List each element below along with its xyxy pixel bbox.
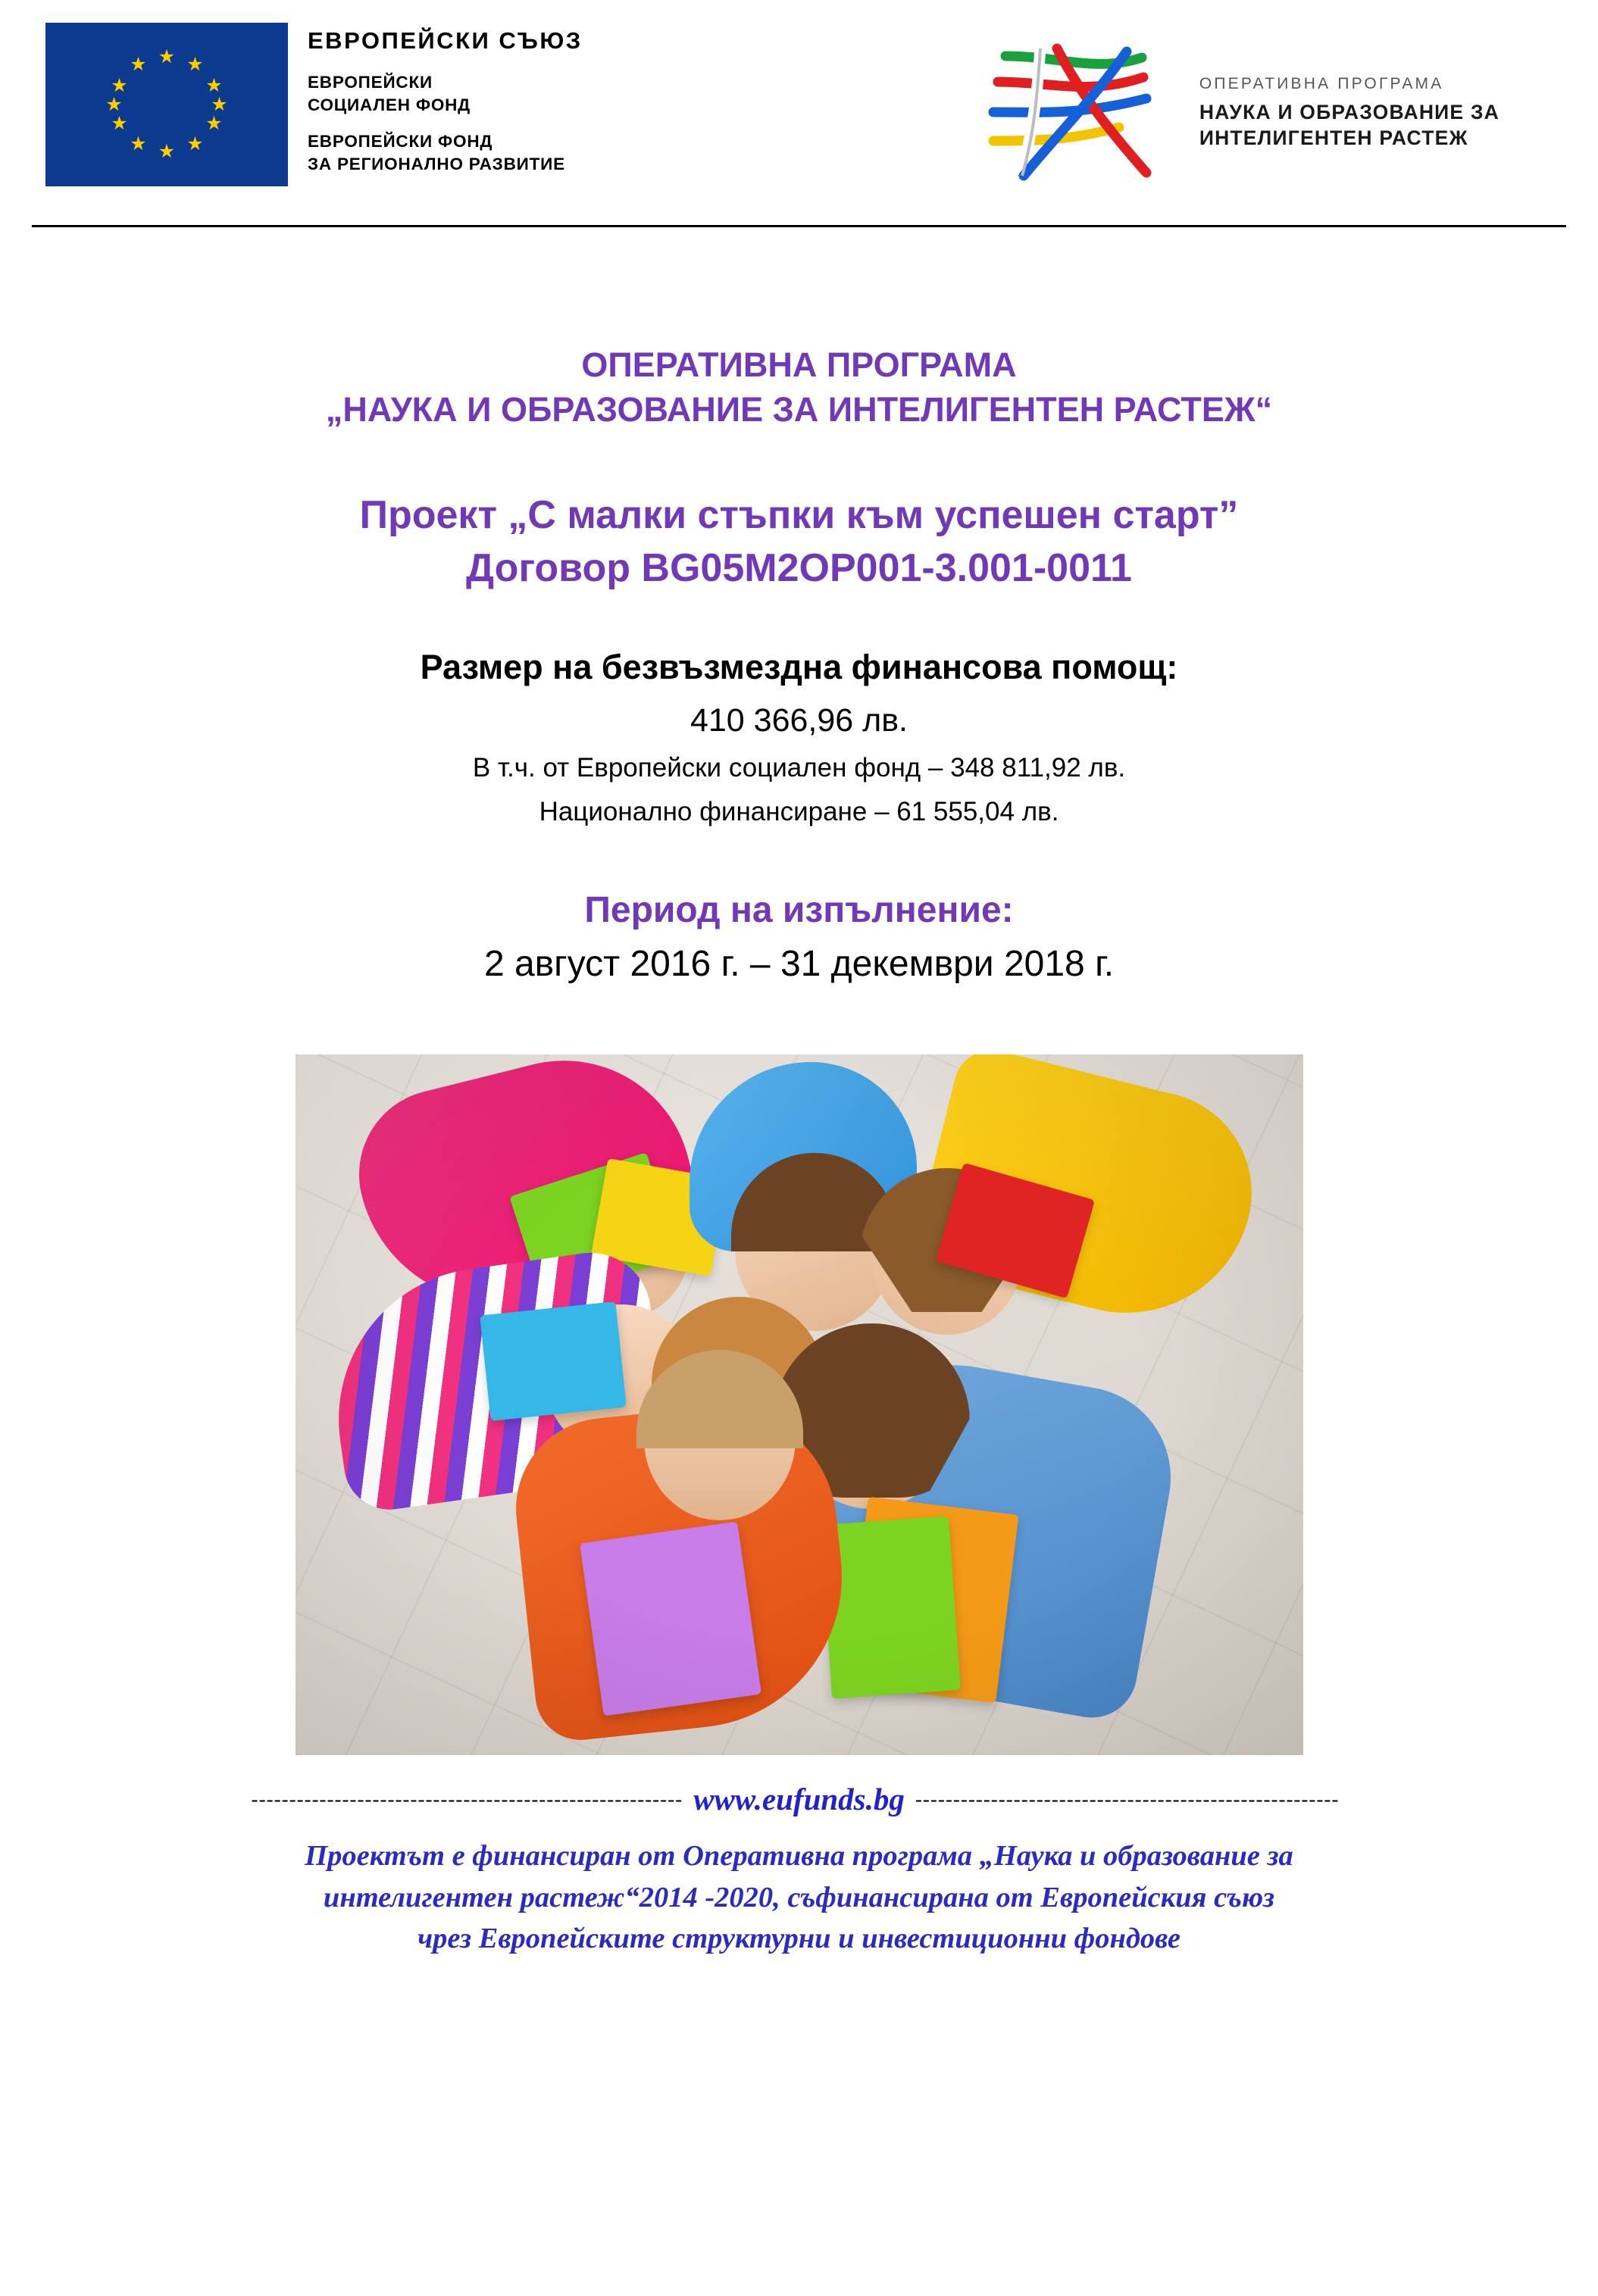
eu-star-icon: ★	[111, 112, 128, 134]
document-header	[0, 0, 1598, 227]
eu-erdf-line2: ЗА РЕГИОНАЛНО РАЗВИТИЕ	[308, 154, 565, 173]
eu-star-icon: ★	[205, 112, 223, 134]
op-logo-text	[1199, 73, 1499, 152]
op-logo-big-label-line1: НАУКА И ОБРАЗОВАНИЕ ЗА	[1199, 101, 1499, 124]
footer-disclaimer-line2: интелигентен растеж“2014 -2020, съфинансирана от Европейския съюз	[323, 1881, 1275, 1913]
program-name-line2: „НАУКА И ОБРАЗОВАНИЕ ЗА ИНТЕЛИГЕНТЕН РАСТЕЖ“	[325, 390, 1273, 430]
eu-esf-label	[308, 71, 583, 117]
project-title: Проект „С малки стъпки към успешен старт”	[359, 492, 1239, 537]
eu-star-icon: ★	[211, 93, 228, 115]
eu-star-icon: ★	[158, 46, 176, 67]
footer-disclaimer	[0, 1835, 1598, 1960]
op-logo-small-label: ОПЕРАТИВНА ПРОГРАМА	[1199, 74, 1444, 92]
eu-star-icon: ★	[111, 74, 128, 96]
eu-logo-text	[308, 23, 583, 189]
footer-dashes-left: ---------------------------------------------------------	[251, 1787, 683, 1810]
eu-star-icon: ★	[105, 93, 123, 115]
footer-disclaimer-line1: Проектът е финансиран от Оперативна програма „Наука и образование за	[305, 1840, 1293, 1873]
eu-star-icon: ★	[186, 54, 204, 75]
children-photo	[296, 1054, 1303, 1755]
eu-star-icon: ★	[130, 133, 147, 155]
period-title: Период на изпълнение:	[584, 890, 1014, 931]
footer-disclaimer-line3: чрез Европейските структурни и инвестиционни фондове	[417, 1923, 1181, 1955]
project-contract-number: Договор BG05M2OP001-3.001-0011	[466, 545, 1132, 590]
document-footer	[0, 1781, 1598, 1960]
header-divider	[32, 225, 1566, 227]
eu-flag-icon	[45, 23, 288, 186]
eu-star-icon: ★	[205, 74, 223, 96]
eu-star-icon: ★	[186, 133, 204, 155]
program-name-block	[45, 342, 1553, 433]
period-value: 2 август 2016 г. – 31 декември 2018 г.	[483, 944, 1115, 985]
op-logo-big-label-line2: ИНТЕЛИГЕНТЕН РАСТЕЖ	[1199, 127, 1468, 150]
grant-amount: 410 366,96 лв.	[690, 702, 908, 739]
photo-vignette	[296, 1054, 1303, 1755]
photo-container	[45, 1054, 1553, 1755]
eu-logo-block	[45, 23, 583, 189]
eu-esf-line1: ЕВРОПЕЙСКИ	[308, 73, 433, 92]
eu-erdf-label	[308, 130, 583, 176]
program-name-line1: ОПЕРАТИВНА ПРОГРАМА	[581, 345, 1017, 384]
header-logos-row	[45, 23, 1553, 189]
eu-star-icon: ★	[158, 141, 176, 162]
eu-erdf-line1: ЕВРОПЕЙСКИ ФОНД	[308, 131, 493, 151]
op-logo-block	[968, 23, 1553, 183]
op-program-logo-icon	[968, 42, 1180, 183]
eu-title: ЕВРОПЕЙСКИ СЪЮЗ	[308, 27, 583, 54]
eu-esf-line2: СОЦИАЛЕН ФОНД	[308, 95, 471, 114]
footer-url-row	[0, 1781, 1598, 1817]
document-body	[0, 342, 1598, 1755]
grant-title: Размер на безвъзмездна финансова помощ:	[420, 648, 1178, 687]
eu-star-icon: ★	[130, 54, 147, 75]
footer-url-link[interactable]: www.eufunds.bg	[693, 1782, 905, 1817]
project-name-block	[45, 489, 1553, 595]
grant-national-share: Национално финансиране – 61 555,04 лв.	[539, 797, 1059, 827]
footer-dashes-right: --------------------------------------------------------	[915, 1787, 1340, 1810]
eu-stars-group	[105, 46, 228, 162]
grant-esf-share: В т.ч. от Европейски социален фонд – 348 811,92 лв.	[472, 753, 1126, 783]
